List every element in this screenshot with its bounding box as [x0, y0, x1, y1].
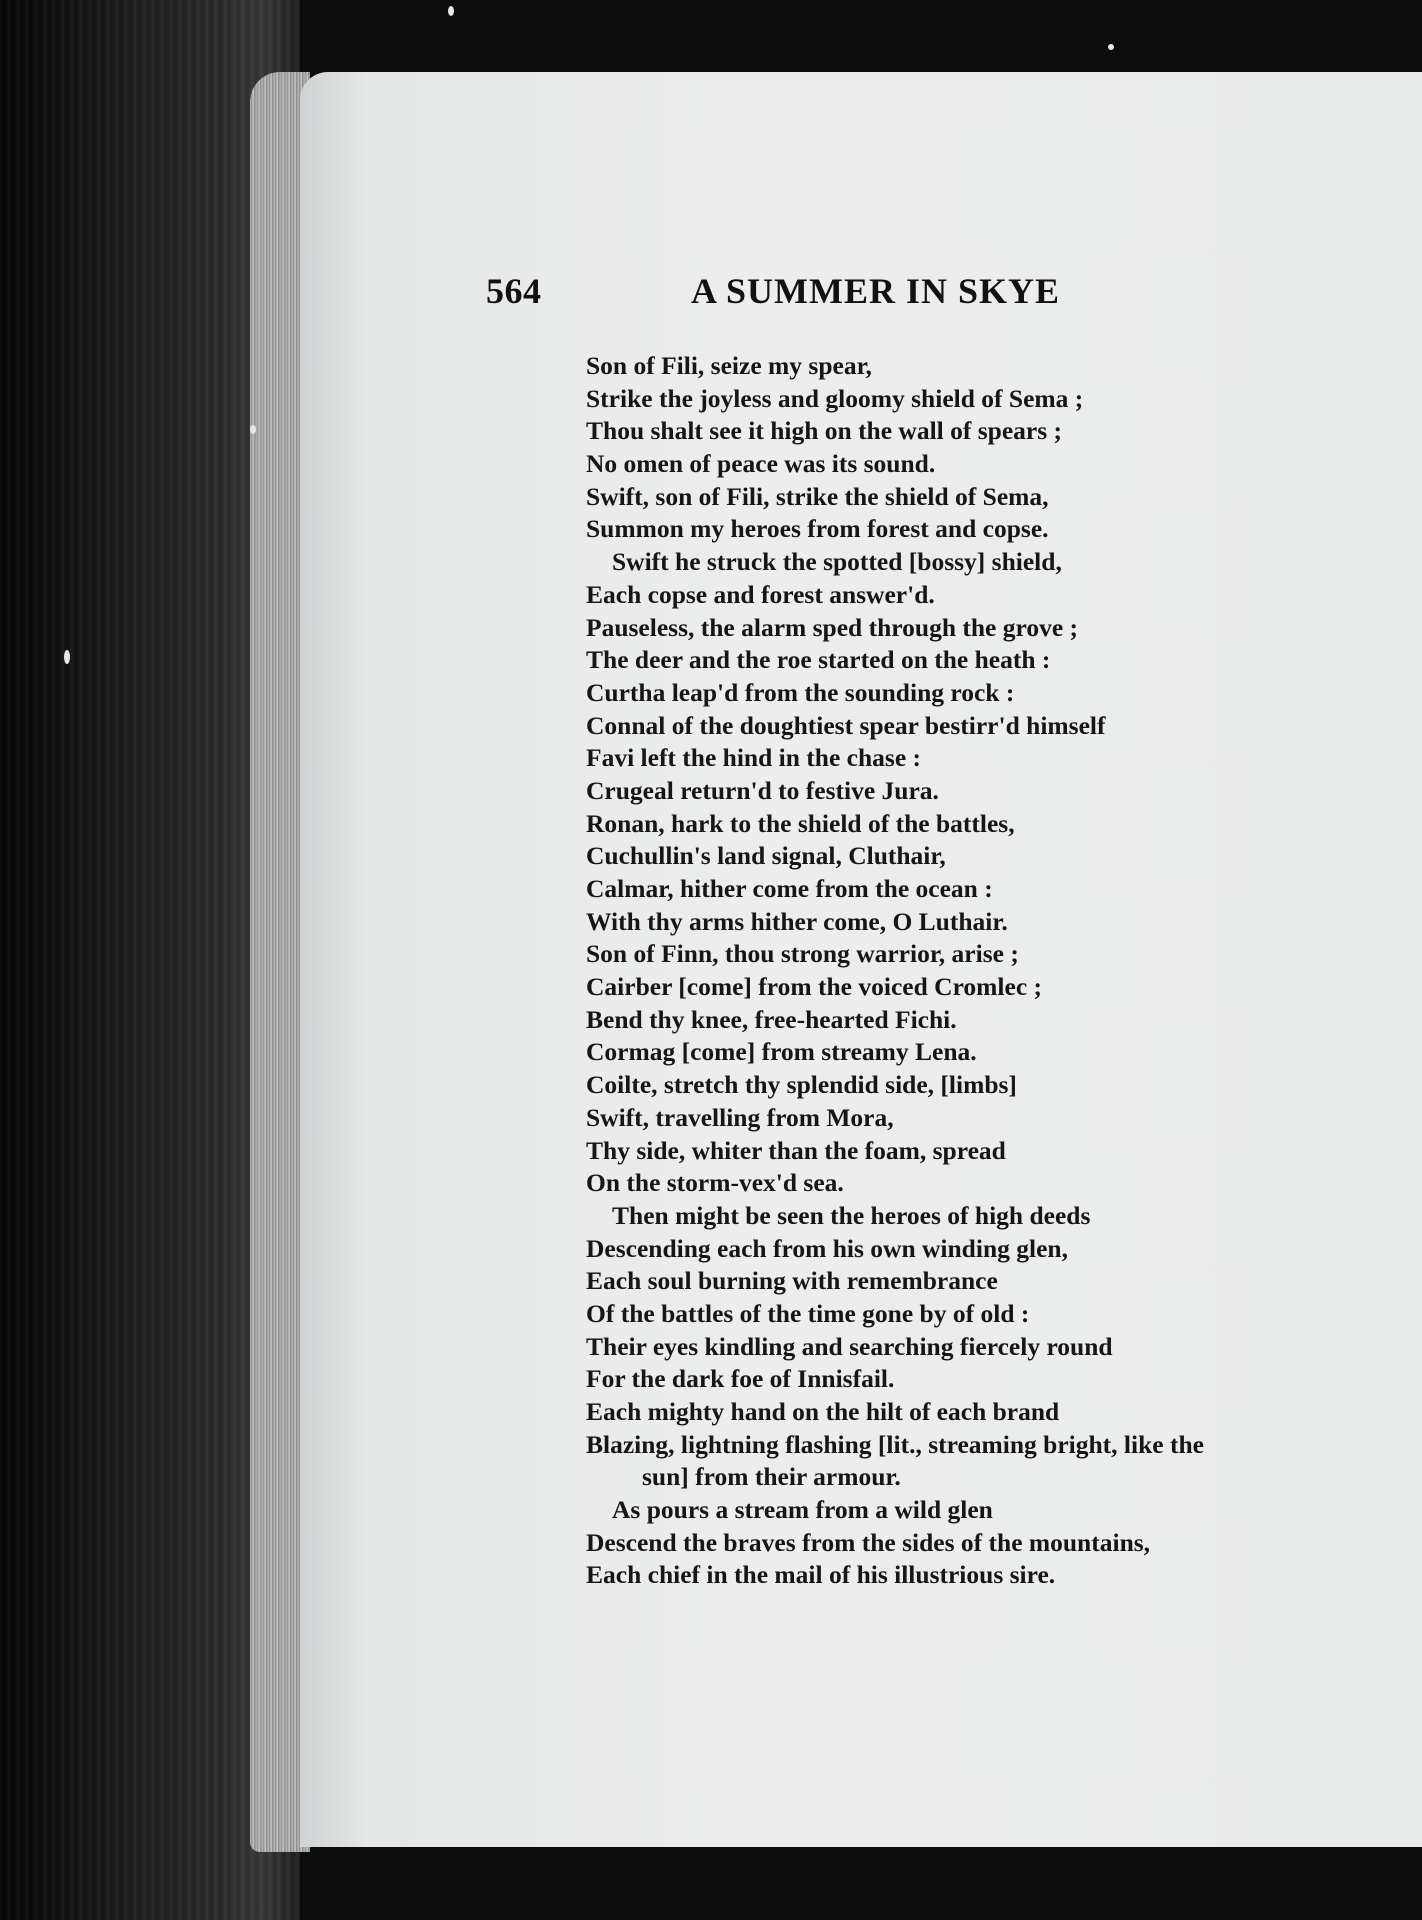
poem-line: Swift, son of Fili, strike the shield of Sema,: [586, 481, 1049, 511]
poem-text: [586, 350, 1306, 1592]
poem-line: Bend thy knee, free-hearted Fichi.: [586, 1004, 957, 1034]
poem-line: Descend the braves from the sides of the mountains,: [586, 1527, 1151, 1557]
poem-line: For the dark foe of Innisfail.: [586, 1364, 895, 1394]
poem-line: Cuchullin's land signal, Cluthair,: [586, 841, 946, 871]
poem-line: With thy arms hither come, O Luthair.: [586, 906, 1008, 936]
poem-line: Each chief in the mail of his illustrious sire.: [586, 1560, 1056, 1590]
poem-line: Calmar, hither come from the ocean :: [586, 874, 993, 903]
dust-speck: [448, 6, 454, 16]
poem-line: Thou shalt see it high on the wall of spears ;: [586, 416, 1063, 446]
poem-line: Summon my heroes from forest and copse.: [586, 514, 1049, 544]
poem-line: Descending each from his own winding glen,: [586, 1233, 1068, 1263]
poem-line: Son of Finn, thou strong warrior, arise ;: [586, 939, 1019, 969]
page-header: [486, 270, 1106, 330]
poem-line: Curtha leap'd from the sounding rock :: [586, 677, 1015, 707]
poem-line: The deer and the roe started on the heath :: [586, 645, 1051, 675]
page-number: 564: [486, 271, 542, 311]
poem-line: Coilte, stretch thy splendid side, [limbs]: [586, 1070, 1017, 1100]
poem-line: Each mighty hand on the hilt of each brand: [586, 1397, 1060, 1426]
poem-line: Their eyes kindling and searching fiercely round: [586, 1331, 1113, 1361]
poem-line: On the storm-vex'd sea.: [586, 1168, 844, 1198]
poem-line: Strike the joyless and gloomy shield of Sema ;: [586, 383, 1084, 413]
poem-line: Swift, travelling from Mora,: [586, 1102, 894, 1132]
poem-line: Connal of the doughtiest spear bestirr'd himself: [586, 710, 1106, 740]
poem-line: Pauseless, the alarm sped through the grove ;: [586, 612, 1079, 642]
poem-line: Swift he struck the spotted [bossy] shield,: [612, 547, 1062, 577]
poem-line: Cormag [come] from streamy Lena.: [586, 1037, 977, 1067]
running-head: A SUMMER IN SKYE: [691, 271, 1061, 311]
dust-speck: [1108, 44, 1114, 50]
poem-line: Blazing, lightning flashing [lit., streaming bright, like the: [586, 1429, 1204, 1459]
poem-line: Ronan, hark to the shield of the battles,: [586, 808, 1015, 838]
poem-line: Of the battles of the time gone by of old :: [586, 1298, 1030, 1328]
dust-speck: [64, 650, 70, 664]
poem-line: Favi left the hind in the chase :: [586, 743, 922, 773]
poem-line: Thy side, whiter than the foam, spread: [586, 1135, 1006, 1165]
poem-line: Then might be seen the heroes of high deeds: [612, 1200, 1091, 1230]
poem-line: As pours a stream from a wild glen: [612, 1495, 993, 1525]
poem-line: Son of Fili, seize my spear,: [586, 351, 872, 380]
poem-line: sun] from their armour.: [642, 1462, 901, 1492]
poem-line: No omen of peace was its sound.: [586, 449, 936, 479]
dust-speck: [250, 425, 256, 434]
poem-line: Crugeal return'd to festive Jura.: [586, 775, 939, 805]
poem-line: Each soul burning with remembrance: [586, 1266, 998, 1296]
poem-line: Cairber [come] from the voiced Cromlec ;: [586, 972, 1042, 1002]
poem-line: Each copse and forest answer'd.: [586, 579, 935, 609]
